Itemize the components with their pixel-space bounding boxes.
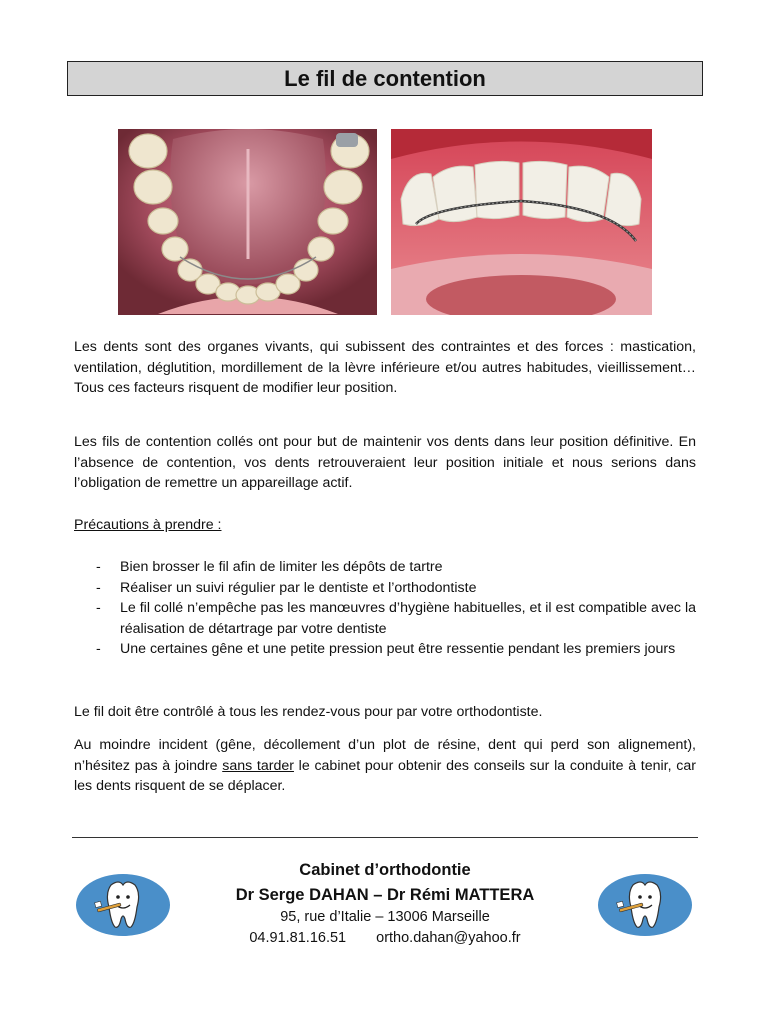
paragraph-intro: Les dents sont des organes vivants, qui subissent des contraintes et des forces : mastication, ventilation, déglutition, mordillement de la lèvre inférieure et/ou autres habitudes, vieillissement… Tous ces facteurs risquent de modifier leur position. xyxy=(74,339,696,396)
emphasis-sans-tarder: sans tarder xyxy=(222,757,294,774)
precautions-list xyxy=(74,557,696,660)
smiling-tooth-toothbrush-icon xyxy=(75,873,171,937)
page-title: Le fil de contention xyxy=(284,65,486,91)
paragraph-control: Le fil doit être contrôlé à tous les rendez-vous pour par votre orthodontiste. xyxy=(74,704,543,720)
list-item: - Le fil collé n’empêche pas les manœuvres d’hygiène habituelles, et il est compatible avec la réalisation de détartrage par votre dentiste xyxy=(96,600,696,637)
paragraph-incident: Au moindre incident (gêne, décollement d’un plot de résine, dent qui perd son alignement), n’hésitez pas à joindre sans tarder le cabinet pour obtenir des conseils sur la conduite à tenir, car les dents risquent de se déplacer. xyxy=(74,737,696,794)
footer-doctors: Dr Serge DAHAN – Dr Rémi MATTERA xyxy=(235,886,535,904)
list-item: - Réaliser un suivi régulier par le dentiste et l’orthodontiste xyxy=(74,578,696,599)
footer-email[interactable]: ortho.dahan@yahoo.fr xyxy=(376,930,521,946)
footer-phone: 04.91.81.16.51 xyxy=(249,930,347,946)
bullet-marker: - xyxy=(96,641,101,657)
list-item: - Bien brosser le fil afin de limiter les dépôts de tartre xyxy=(74,557,696,578)
footer-cabinet: Cabinet d’orthodontie xyxy=(299,861,471,879)
dental-photo-lower-arch xyxy=(118,129,377,315)
precautions-heading: Précautions à prendre : xyxy=(74,517,222,533)
divider xyxy=(72,837,698,838)
smiling-tooth-toothbrush-icon xyxy=(597,873,693,937)
title-banner xyxy=(67,61,703,96)
footer-address: 95, rue d’Italie – 13006 Marseille xyxy=(280,909,490,925)
list-item: - Une certaines gêne et une petite pression peut être ressentie pendant les premiers jours xyxy=(74,639,696,660)
dental-photo-bonded-retainer-wire xyxy=(391,129,652,315)
bullet-marker: - xyxy=(96,600,101,616)
footer-contact xyxy=(150,930,620,946)
paragraph-purpose: Les fils de contention collés ont pour but de maintenir vos dents dans leur position définitive. En l’absence de contention, vos dents retrouveraient leur position initiale et nous serions dans l’obligation de remettre un appareillage actif. xyxy=(74,434,696,491)
bullet-marker: - xyxy=(96,579,101,596)
bullet-marker: - xyxy=(96,559,101,575)
